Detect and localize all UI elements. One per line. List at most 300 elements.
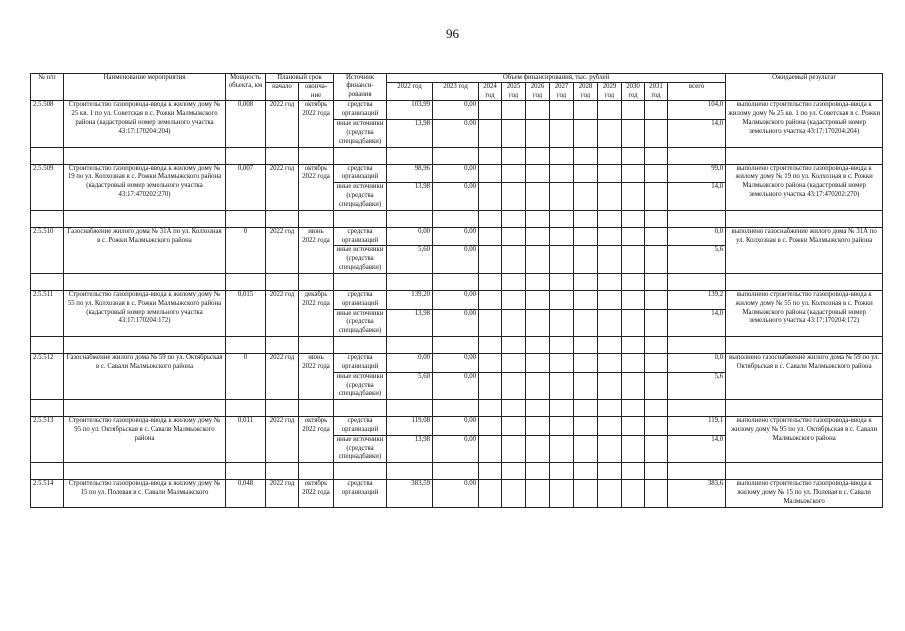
spacer-cell: [226, 463, 266, 480]
empty-year-cell: [645, 120, 668, 147]
row-end: октябрь 2022 года: [299, 480, 334, 507]
row-2022-value: 5,60: [387, 372, 433, 399]
spacer-cell: [526, 337, 550, 354]
row-total-value: 119,1: [668, 417, 726, 436]
spacer-cell: [479, 273, 502, 290]
row-2023-value: 0,00: [433, 164, 479, 183]
empty-year-cell: [574, 290, 598, 309]
empty-year-cell: [526, 101, 550, 120]
spacer-cell: [668, 147, 726, 164]
spacer-cell: [668, 463, 726, 480]
row-source: средства организаций: [334, 480, 387, 507]
spacer-cell: [726, 147, 883, 164]
row-name: Строительство газопровода-ввода к жилому дому № 19 по ул. Колхозная в с. Рожки Малмыжского района (кадастровый номер земельного участка 43:17:470202:270): [64, 164, 226, 210]
spacer-cell: [266, 210, 299, 227]
spacer-cell: [433, 400, 479, 417]
spacer-cell: [226, 400, 266, 417]
empty-year-cell: [479, 164, 502, 183]
spacer-cell: [31, 273, 64, 290]
row-2023-value: 0,00: [433, 290, 479, 309]
spacer-cell: [574, 273, 598, 290]
spacer-cell: [598, 400, 622, 417]
header-term: Плановый срок: [266, 74, 334, 83]
row-start: 2022 год: [266, 354, 299, 400]
row-source: средства организаций: [334, 101, 387, 120]
empty-year-cell: [526, 309, 550, 336]
empty-year-cell: [574, 417, 598, 436]
row-total-value: 14,0: [668, 435, 726, 462]
spacer-cell: [31, 400, 64, 417]
row-spacer: [31, 147, 883, 164]
empty-year-cell: [598, 354, 622, 373]
spacer-cell: [479, 463, 502, 480]
spacer-cell: [502, 463, 526, 480]
row-start: 2022 год: [266, 101, 299, 147]
spacer-cell: [64, 463, 226, 480]
empty-year-cell: [574, 372, 598, 399]
row-capacity: 0,007: [226, 164, 266, 210]
empty-year-cell: [526, 246, 550, 273]
empty-year-cell: [622, 183, 645, 210]
spacer-cell: [64, 400, 226, 417]
empty-year-cell: [574, 227, 598, 246]
row-total-value: 383,6: [668, 480, 726, 507]
empty-year-cell: [479, 183, 502, 210]
empty-year-cell: [550, 417, 574, 436]
empty-year-cell: [645, 435, 668, 462]
empty-year-cell: [645, 480, 668, 507]
spacer-cell: [726, 400, 883, 417]
spacer-cell: [226, 337, 266, 354]
empty-year-cell: [550, 246, 574, 273]
row-total-value: 14,0: [668, 120, 726, 147]
empty-year-cell: [645, 183, 668, 210]
row-end: декабрь 2022 года: [299, 290, 334, 336]
row-2023-value: 0,00: [433, 354, 479, 373]
row-result: выполнено строительство газопровода-ввода к жилому дому № 15 по ул. Полевая в с. Савали Малмыжского: [726, 480, 883, 507]
row-spacer: [31, 273, 883, 290]
row-source: средства организаций: [334, 164, 387, 183]
spacer-cell: [550, 400, 574, 417]
empty-year-cell: [526, 227, 550, 246]
empty-year-cell: [526, 417, 550, 436]
spacer-cell: [622, 273, 645, 290]
empty-year-cell: [574, 120, 598, 147]
spacer-cell: [645, 463, 668, 480]
spacer-cell: [668, 337, 726, 354]
empty-year-cell: [645, 101, 668, 120]
empty-year-cell: [479, 309, 502, 336]
empty-year-cell: [574, 101, 598, 120]
spacer-cell: [574, 210, 598, 227]
spacer-cell: [550, 147, 574, 164]
spacer-cell: [668, 273, 726, 290]
spacer-cell: [550, 463, 574, 480]
row-number: 2.5.513: [31, 417, 64, 463]
empty-year-cell: [598, 290, 622, 309]
spacer-cell: [433, 210, 479, 227]
empty-year-cell: [526, 480, 550, 507]
spacer-cell: [299, 463, 334, 480]
header-end: оконча-ние: [299, 83, 334, 101]
row-source: средства организаций: [334, 354, 387, 373]
empty-year-cell: [645, 417, 668, 436]
row-2023-value: 0,00: [433, 101, 479, 120]
header-2028: 2028 год: [574, 83, 598, 101]
row-capacity: 0,011: [226, 417, 266, 463]
empty-year-cell: [598, 101, 622, 120]
row-2022-value: 13,98: [387, 183, 433, 210]
empty-year-cell: [622, 354, 645, 373]
empty-year-cell: [622, 372, 645, 399]
spacer-cell: [479, 147, 502, 164]
empty-year-cell: [645, 227, 668, 246]
empty-year-cell: [550, 227, 574, 246]
spacer-cell: [334, 337, 387, 354]
header-name: Наименование мероприятия: [64, 74, 226, 101]
spacer-cell: [334, 400, 387, 417]
spacer-cell: [598, 210, 622, 227]
row-source: средства организаций: [334, 227, 387, 246]
spacer-cell: [598, 273, 622, 290]
table-row: [31, 227, 883, 246]
empty-year-cell: [502, 290, 526, 309]
empty-year-cell: [574, 354, 598, 373]
empty-year-cell: [622, 290, 645, 309]
row-2022-value: 0,00: [387, 227, 433, 246]
spacer-cell: [479, 337, 502, 354]
empty-year-cell: [502, 372, 526, 399]
row-2023-value: 0,00: [433, 183, 479, 210]
spacer-cell: [334, 210, 387, 227]
row-start: 2022 год: [266, 227, 299, 273]
header-start: начало: [266, 83, 299, 101]
header-2023: 2023 год: [433, 83, 479, 101]
spacer-cell: [433, 337, 479, 354]
empty-year-cell: [598, 435, 622, 462]
spacer-cell: [526, 147, 550, 164]
spacer-cell: [387, 463, 433, 480]
row-source: средства организаций: [334, 290, 387, 309]
empty-year-cell: [622, 480, 645, 507]
row-total-value: 99,0: [668, 164, 726, 183]
empty-year-cell: [645, 290, 668, 309]
spacer-cell: [574, 400, 598, 417]
spacer-cell: [645, 337, 668, 354]
row-source: иные источники (средства спецнадбавки): [334, 120, 387, 147]
header-2022: 2022 год: [387, 83, 433, 101]
row-spacer: [31, 463, 883, 480]
spacer-cell: [502, 337, 526, 354]
empty-year-cell: [502, 354, 526, 373]
empty-year-cell: [526, 354, 550, 373]
spacer-cell: [64, 337, 226, 354]
empty-year-cell: [645, 309, 668, 336]
spacer-cell: [726, 210, 883, 227]
empty-year-cell: [526, 290, 550, 309]
empty-year-cell: [598, 164, 622, 183]
row-end: июнь 2022 года: [299, 354, 334, 400]
header-2027: 2027 год: [550, 83, 574, 101]
row-2023-value: 0,00: [433, 246, 479, 273]
empty-year-cell: [526, 435, 550, 462]
empty-year-cell: [622, 435, 645, 462]
empty-year-cell: [574, 246, 598, 273]
row-end: октябрь 2022 года: [299, 101, 334, 147]
empty-year-cell: [622, 417, 645, 436]
header-2026: 2026 год: [526, 83, 550, 101]
spacer-cell: [226, 210, 266, 227]
empty-year-cell: [479, 435, 502, 462]
header-source: Источник финанси-рования: [334, 74, 387, 101]
spacer-cell: [526, 400, 550, 417]
row-2023-value: 0,00: [433, 227, 479, 246]
spacer-cell: [526, 210, 550, 227]
empty-year-cell: [479, 101, 502, 120]
row-start: 2022 год: [266, 480, 299, 507]
spacer-cell: [387, 337, 433, 354]
row-total-value: 139,2: [668, 290, 726, 309]
empty-year-cell: [550, 183, 574, 210]
row-2022-value: 13,98: [387, 120, 433, 147]
row-number: 2.5.512: [31, 354, 64, 400]
spacer-cell: [574, 463, 598, 480]
spacer-cell: [668, 400, 726, 417]
row-start: 2022 год: [266, 417, 299, 463]
spacer-cell: [334, 147, 387, 164]
spacer-cell: [622, 147, 645, 164]
header-2025: 2025 год: [502, 83, 526, 101]
row-name: Газоснабжение жилого дома № 31А по ул. Колхозная в с. Рожки Малмыжского района: [64, 227, 226, 273]
table-row: [31, 417, 883, 436]
spacer-cell: [622, 463, 645, 480]
empty-year-cell: [574, 309, 598, 336]
empty-year-cell: [622, 246, 645, 273]
row-capacity: 0,048: [226, 480, 266, 507]
row-2022-value: 383,59: [387, 480, 433, 507]
spacer-cell: [387, 210, 433, 227]
spacer-cell: [433, 463, 479, 480]
empty-year-cell: [645, 164, 668, 183]
empty-year-cell: [502, 120, 526, 147]
empty-year-cell: [526, 183, 550, 210]
spacer-cell: [502, 210, 526, 227]
row-source: средства организаций: [334, 417, 387, 436]
spacer-cell: [645, 147, 668, 164]
row-end: октябрь 2022 года: [299, 164, 334, 210]
empty-year-cell: [598, 246, 622, 273]
header-2030: 2030 год: [622, 83, 645, 101]
spacer-cell: [299, 210, 334, 227]
spacer-cell: [726, 463, 883, 480]
empty-year-cell: [574, 435, 598, 462]
empty-year-cell: [622, 309, 645, 336]
table-row: [31, 290, 883, 309]
spacer-cell: [645, 273, 668, 290]
row-number: 2.5.508: [31, 101, 64, 147]
spacer-cell: [266, 273, 299, 290]
empty-year-cell: [502, 480, 526, 507]
empty-year-cell: [598, 372, 622, 399]
empty-year-cell: [622, 164, 645, 183]
row-capacity: 0,015: [226, 290, 266, 336]
spacer-cell: [550, 273, 574, 290]
header-2031: 2031 год: [645, 83, 668, 101]
header-total: всего: [668, 83, 726, 101]
empty-year-cell: [550, 164, 574, 183]
spacer-cell: [31, 210, 64, 227]
empty-year-cell: [479, 290, 502, 309]
spacer-cell: [299, 400, 334, 417]
empty-year-cell: [502, 246, 526, 273]
row-capacity: 0: [226, 227, 266, 273]
spacer-cell: [622, 337, 645, 354]
row-result: выполнено строительство газопровода-ввода к жилому дому № 19 по ул. Колхозная в с. Рожки Малмыжского района (кадастровый номер земельного участка 43:17:470202:270): [726, 164, 883, 210]
spacer-cell: [622, 400, 645, 417]
row-number: 2.5.511: [31, 290, 64, 336]
empty-year-cell: [550, 372, 574, 399]
spacer-cell: [299, 337, 334, 354]
row-2023-value: 0,00: [433, 372, 479, 399]
spacer-cell: [31, 337, 64, 354]
empty-year-cell: [502, 101, 526, 120]
empty-year-cell: [479, 227, 502, 246]
empty-year-cell: [502, 183, 526, 210]
row-total-value: 104,0: [668, 101, 726, 120]
spacer-cell: [502, 400, 526, 417]
spacer-cell: [550, 337, 574, 354]
empty-year-cell: [622, 227, 645, 246]
row-start: 2022 год: [266, 164, 299, 210]
empty-year-cell: [574, 164, 598, 183]
spacer-cell: [479, 400, 502, 417]
spacer-cell: [668, 210, 726, 227]
empty-year-cell: [550, 309, 574, 336]
empty-year-cell: [550, 120, 574, 147]
row-total-value: 5,6: [668, 372, 726, 399]
row-total-value: 5,6: [668, 246, 726, 273]
row-number: 2.5.514: [31, 480, 64, 507]
spacer-cell: [226, 273, 266, 290]
header-2024: 2024 год: [479, 83, 502, 101]
row-total-value: 0,0: [668, 227, 726, 246]
row-capacity: 0: [226, 354, 266, 400]
empty-year-cell: [479, 354, 502, 373]
empty-year-cell: [622, 101, 645, 120]
empty-year-cell: [479, 246, 502, 273]
spacer-cell: [574, 147, 598, 164]
row-total-value: 0,0: [668, 354, 726, 373]
row-result: выполнено строительство газопровода-ввода к жилому дому № 95 по ул. Октябрьская в с. Савали Малмыжского района: [726, 417, 883, 463]
empty-year-cell: [526, 372, 550, 399]
row-2022-value: 98,96: [387, 164, 433, 183]
spacer-cell: [574, 337, 598, 354]
row-number: 2.5.510: [31, 227, 64, 273]
row-2023-value: 0,00: [433, 435, 479, 462]
row-end: июнь 2022 года: [299, 227, 334, 273]
spacer-cell: [502, 273, 526, 290]
empty-year-cell: [479, 372, 502, 399]
empty-year-cell: [526, 164, 550, 183]
header-result: Ожидаемый результат: [726, 74, 883, 101]
empty-year-cell: [502, 164, 526, 183]
row-source: иные источники (средства спецнадбавки): [334, 435, 387, 462]
row-2022-value: 13,98: [387, 309, 433, 336]
spacer-cell: [334, 463, 387, 480]
spacer-cell: [266, 337, 299, 354]
spacer-cell: [31, 463, 64, 480]
spacer-cell: [64, 273, 226, 290]
row-2022-value: 0,00: [387, 354, 433, 373]
page-number: 96: [446, 26, 459, 41]
spacer-cell: [433, 273, 479, 290]
spacer-cell: [387, 273, 433, 290]
empty-year-cell: [645, 354, 668, 373]
empty-year-cell: [502, 435, 526, 462]
row-source: иные источники (средства спецнадбавки): [334, 246, 387, 273]
spacer-cell: [387, 147, 433, 164]
empty-year-cell: [598, 309, 622, 336]
empty-year-cell: [550, 101, 574, 120]
row-total-value: 14,0: [668, 183, 726, 210]
spacer-cell: [622, 210, 645, 227]
row-source: иные источники (средства спецнадбавки): [334, 309, 387, 336]
spacer-cell: [334, 273, 387, 290]
row-name: Газоснабжение жилого дома № 59 по ул. Октябрьская в с. Савали Малмыжского района: [64, 354, 226, 400]
spacer-cell: [479, 210, 502, 227]
empty-year-cell: [574, 183, 598, 210]
spacer-cell: [598, 463, 622, 480]
row-2022-value: 13,98: [387, 435, 433, 462]
spacer-cell: [645, 400, 668, 417]
header-2029: 2029 год: [598, 83, 622, 101]
spacer-cell: [598, 147, 622, 164]
spacer-cell: [266, 400, 299, 417]
empty-year-cell: [550, 435, 574, 462]
empty-year-cell: [598, 183, 622, 210]
empty-year-cell: [598, 120, 622, 147]
empty-year-cell: [598, 417, 622, 436]
row-result: выполнено газоснабжение жилого дома № 31А по ул. Колхозная в с. Рожки Малмыжского района: [726, 227, 883, 273]
spacer-cell: [526, 273, 550, 290]
spacer-cell: [64, 147, 226, 164]
spacer-cell: [299, 147, 334, 164]
empty-year-cell: [502, 417, 526, 436]
row-total-value: 14,0: [668, 309, 726, 336]
row-spacer: [31, 400, 883, 417]
row-2022-value: 5,60: [387, 246, 433, 273]
row-source: иные источники (средства спецнадбавки): [334, 372, 387, 399]
empty-year-cell: [550, 480, 574, 507]
row-2023-value: 0,00: [433, 309, 479, 336]
header-capacity: Мощность объекта, км: [226, 74, 266, 101]
empty-year-cell: [479, 417, 502, 436]
empty-year-cell: [502, 227, 526, 246]
financing-table: [30, 73, 883, 508]
row-2022-value: 103,99: [387, 101, 433, 120]
row-source: иные источники (средства спецнадбавки): [334, 183, 387, 210]
spacer-cell: [726, 273, 883, 290]
spacer-cell: [598, 337, 622, 354]
row-2023-value: 0,00: [433, 120, 479, 147]
row-result: выполнено строительство газопровода-ввода к жилому дому № 55 по ул. Колхозная в с. Рожки Малмыжского района (кадастровый номер земельного участка 43:17:170204:172): [726, 290, 883, 336]
table-row: [31, 101, 883, 120]
empty-year-cell: [645, 246, 668, 273]
spacer-cell: [550, 210, 574, 227]
spacer-cell: [299, 273, 334, 290]
empty-year-cell: [550, 290, 574, 309]
table-row: [31, 480, 883, 507]
